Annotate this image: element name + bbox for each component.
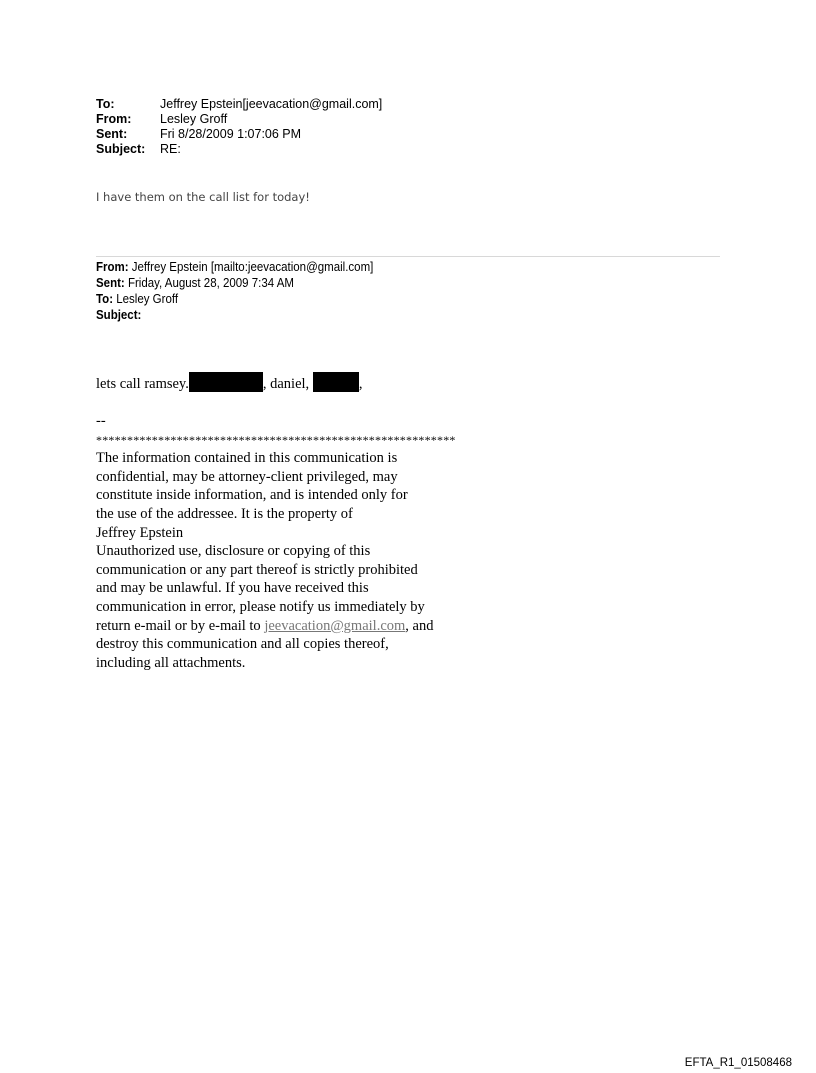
subject-label: Subject: (96, 142, 146, 156)
email-header (96, 97, 382, 157)
disclaimer-line: destroy this communication and all copies thereof, (96, 636, 389, 653)
signature-dashes: -- (96, 413, 106, 429)
fwd-sent-value: Friday, August 28, 2009 7:34 AM (124, 276, 294, 290)
document-id: EFTA_R1_01508468 (684, 1057, 792, 1069)
header-to-row (96, 97, 382, 112)
fwd-from-value: Jeffrey Epstein [mailto:jeevacation@gmail.com] (128, 260, 374, 274)
disclaimer-line: Unauthorized use, disclosure or copying of this (96, 543, 371, 560)
disclaimer-line: The information contained in this communication is (96, 450, 398, 467)
forwarded-header (96, 259, 373, 323)
message-part1: lets call ramsey. (96, 376, 189, 392)
return-text-end: , and (405, 617, 434, 634)
disclaimer-line-return (96, 617, 456, 636)
disclaimer-line: communication or any part thereof is strictly prohibited (96, 561, 418, 578)
fwd-to-value: Lesley Groff (113, 292, 179, 306)
sent-label: Sent: (96, 127, 128, 141)
fwd-to-label: To: (96, 292, 114, 306)
disclaimer-line: including all attachments. (96, 654, 246, 671)
from-label: From: (96, 112, 132, 126)
message-part2: , daniel, (262, 376, 310, 392)
message-part3: , (358, 376, 363, 392)
from-value: Lesley Groff (160, 112, 228, 126)
redaction-box (313, 372, 359, 392)
fwd-to-row (96, 291, 373, 307)
fwd-subject-label: Subject: (96, 308, 142, 322)
disclaimer-line: Jeffrey Epstein (96, 524, 184, 541)
fwd-subject-row (96, 307, 373, 323)
sent-value: Fri 8/28/2009 1:07:06 PM (160, 127, 302, 141)
reply-body: I have them on the call list for today! (96, 190, 310, 204)
header-from-row (96, 112, 382, 127)
fwd-sent-label: Sent: (96, 276, 125, 290)
redaction-box (189, 372, 263, 392)
email-link[interactable]: jeevacation@gmail.com (264, 617, 406, 634)
fwd-from-row (96, 259, 373, 275)
header-subject-row (96, 142, 382, 157)
to-label: To: (96, 97, 115, 111)
disclaimer-line: and may be unlawful. If you have received this (96, 580, 369, 597)
disclaimer-line: constitute inside information, and is intended only for (96, 487, 408, 504)
divider-line (96, 256, 720, 257)
signature-stars: ********************************************************** (96, 432, 456, 447)
return-text: return e-mail or by e-mail to (96, 617, 265, 634)
disclaimer-line: the use of the addressee. It is the property of (96, 505, 353, 522)
disclaimer-line: communication in error, please notify us immediately by (96, 598, 425, 615)
to-value: Jeffrey Epstein[jeevacation@gmail.com] (160, 97, 383, 111)
subject-value: RE: (160, 142, 181, 156)
disclaimer-line: confidential, may be attorney-client privileged, may (96, 468, 398, 485)
message-body (96, 372, 362, 394)
header-sent-row (96, 127, 382, 142)
signature-block (96, 412, 456, 672)
fwd-from-label: From: (96, 260, 129, 274)
fwd-sent-row (96, 275, 373, 291)
